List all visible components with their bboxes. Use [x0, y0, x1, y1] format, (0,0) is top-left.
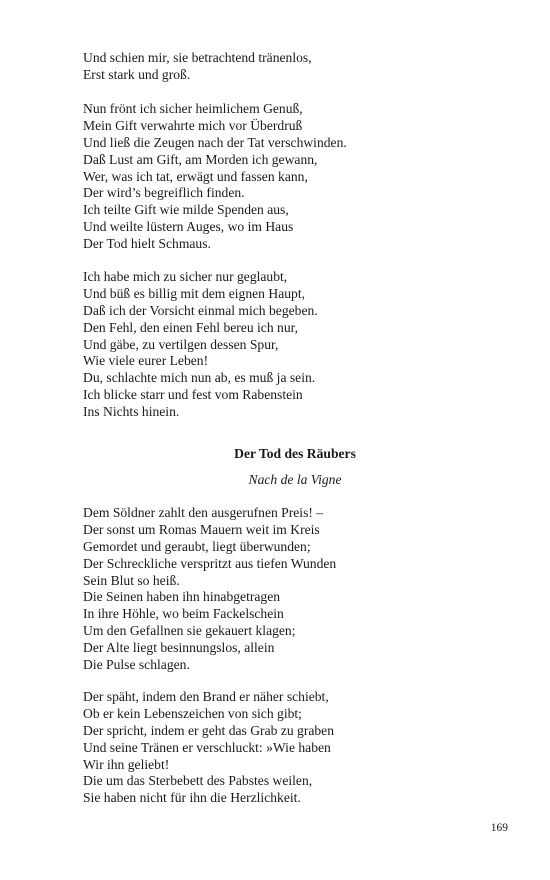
verse-line: Die um das Sterbebett des Pabstes weilen,: [83, 773, 313, 789]
verse-line: Sie haben nicht für ihn die Herzlichkeit.: [83, 790, 301, 806]
stanza: [83, 269, 503, 421]
poem-subtitle: Nach de la Vigne: [248, 472, 342, 487]
verse-line: Der spricht, indem er geht das Grab zu graben: [83, 722, 335, 738]
verse-line: Ich blicke starr und fest vom Rabenstein: [83, 387, 303, 403]
verse-line: Du, schlachte mich nun ab, es muß ja sein.: [83, 370, 316, 386]
verse-line: Mein Gift verwahrte mich vor Überdruß: [83, 117, 303, 133]
verse-line: Wer, was ich tat, erwägt und fassen kann,: [83, 168, 308, 184]
verse-line: Der Schreckliche verspritzt aus tiefen Wunden: [83, 555, 337, 571]
verse-line: Der wird’s begreiflich finden.: [83, 185, 245, 201]
stanza: [83, 50, 503, 84]
verse-line: Sein Blut so heiß.: [83, 572, 180, 588]
verse-line: Wie viele eurer Leben!: [83, 353, 209, 369]
stanza: [83, 689, 503, 807]
verse-line: Ich habe mich zu sicher nur geglaubt,: [83, 269, 288, 284]
verse-line: Die Seinen haben ihn hinabgetragen: [83, 589, 281, 605]
verse-line: Der sonst um Romas Mauern weit im Kreis: [83, 521, 320, 537]
verse-line: Erst stark und groß.: [83, 66, 191, 82]
verse-line: Die Pulse schlagen.: [83, 657, 190, 673]
verse-line: Den Fehl, den einen Fehl bereu ich nur,: [83, 319, 299, 335]
verse-line: Nun frönt ich sicher heimlichem Genuß,: [83, 101, 303, 116]
verse-line: Ins Nichts hinein.: [83, 404, 180, 420]
verse-line: Der Tod hielt Schmaus.: [83, 236, 211, 252]
stanza: [83, 505, 503, 674]
verse-line: Und ließ die Zeugen nach der Tat verschwinden.: [83, 134, 347, 150]
verse-line: Und büß es billig mit dem eignen Haupt,: [83, 285, 306, 301]
verse-line: Daß ich der Vorsicht einmal mich begeben.: [83, 302, 318, 318]
verse-line: Der späht, indem den Brand er näher schiebt,: [83, 689, 329, 704]
verse-line: Und gäbe, zu vertilgen dessen Spur,: [83, 336, 279, 352]
verse-line: Ob er kein Lebenszeichen von sich gibt;: [83, 705, 302, 721]
page-number: 169: [490, 822, 508, 834]
verse-line: Und schien mir, sie betrachtend tränenlos,: [83, 50, 312, 65]
verse-line: Ich teilte Gift wie milde Spenden aus,: [83, 202, 289, 218]
poem-title: Der Tod des Räubers: [234, 446, 356, 461]
verse-line: Wir ihn geliebt!: [83, 756, 170, 772]
stanza: [83, 101, 503, 253]
verse-line: Gemordet und geraubt, liegt überwunden;: [83, 538, 311, 554]
verse-line: Und weilte lüstern Auges, wo im Haus: [83, 219, 294, 235]
verse-line: Der Alte liegt besinnungslos, allein: [83, 640, 275, 656]
verse-line: Und seine Tränen er verschluckt: »Wie haben: [83, 739, 331, 755]
verse-line: Daß Lust am Gift, am Morden ich gewann,: [83, 151, 318, 167]
verse-line: Um den Gefallnen sie gekauert klagen;: [83, 623, 296, 639]
verse-line: In ihre Höhle, wo beim Fackelschein: [83, 606, 284, 622]
verse-line: Dem Söldner zahlt den ausgerufnen Preis! –: [83, 505, 324, 520]
